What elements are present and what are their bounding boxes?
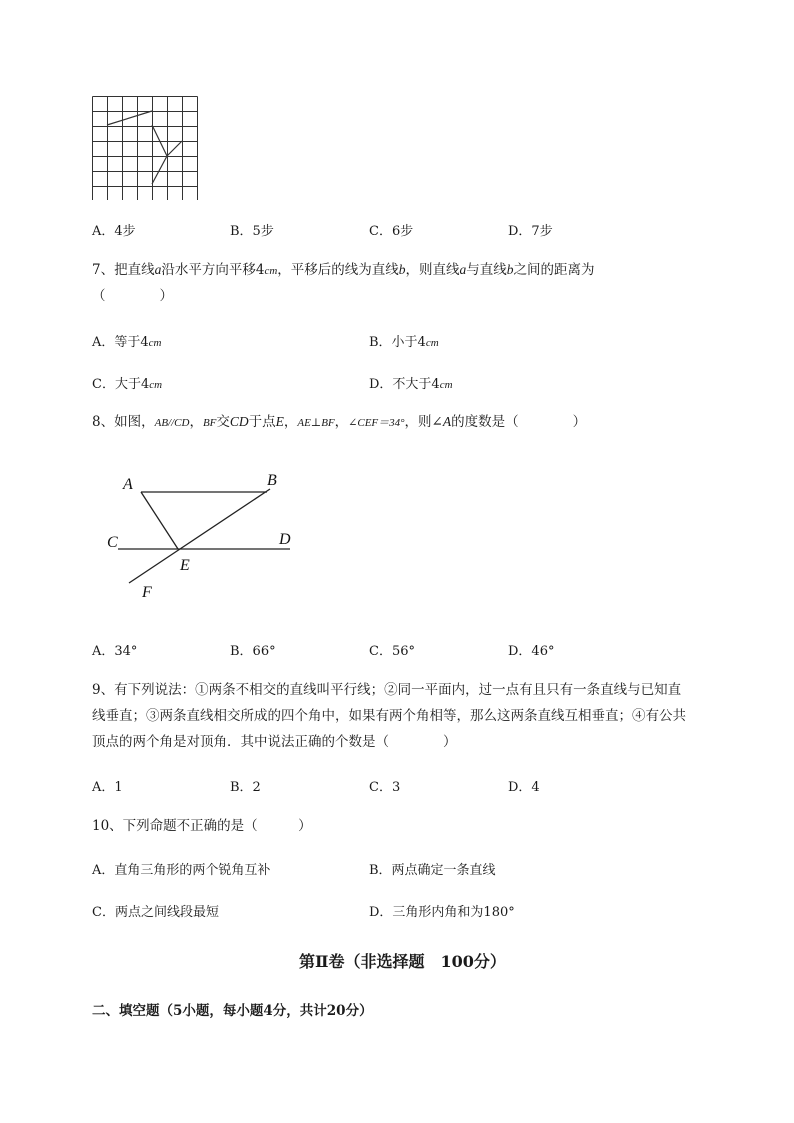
q9-stem-line-1: 9、有下列说法：①两条不相交的直线叫平行线；②同一平面内，过一点有且只有一条直线与已知直 (92, 682, 682, 698)
q10-option-a[interactable]: A．直角三角形的两个锐角互补 (92, 863, 271, 878)
q7-answer-blank: （ ） (92, 288, 173, 304)
q6-option-a[interactable]: A．4步 (92, 224, 136, 239)
label-f: F (142, 584, 152, 601)
grid-segment-4 (152, 156, 167, 184)
q9-option-a[interactable]: A．1 (92, 780, 123, 795)
q8-option-b[interactable]: B．66° (230, 644, 276, 659)
section-2-title: 第Ⅱ卷（非选择题 100分） (299, 952, 506, 971)
q9-stem-line-3: 顶点的两个角是对顶角．其中说法正确的个数是（ ） (92, 734, 457, 750)
q7-stem: 7、把直线a沿水平方向平移4cm，平移后的线为直线b，则直线a与直线b之间的距离为 (92, 262, 595, 278)
q8-geometry-figure (100, 465, 310, 605)
q7-option-d[interactable]: D．不大于4cm (369, 377, 453, 392)
q10-option-c[interactable]: C．两点之间线段最短 (92, 905, 219, 920)
q6-option-b[interactable]: B．5步 (230, 224, 274, 239)
line-ae (141, 492, 178, 549)
q7-option-c[interactable]: C．大于4cm (92, 377, 163, 392)
label-a: A (123, 476, 133, 493)
q9-stem-line-2: 线垂直；③两条直线相交所成的四个角中，如果有两个角相等，那么这两条直线互相垂直；④有公共 (92, 708, 686, 724)
grid-segment-2 (152, 125, 167, 156)
q8-option-a[interactable]: A．34° (92, 644, 138, 659)
q8-option-d[interactable]: D．46° (508, 644, 555, 659)
line-bf (129, 489, 270, 583)
q6-option-c[interactable]: C．6步 (369, 224, 414, 239)
grid-segment-1 (107, 111, 152, 125)
q9-option-c[interactable]: C．3 (369, 780, 401, 795)
section-2-subtitle: 二、填空题（5小题，每小题4分，共计20分） (92, 1003, 373, 1019)
q9-option-d[interactable]: D．4 (508, 780, 540, 795)
q8-stem: 8、如图，AB//CD，BF交CD于点E，AE⊥BF，∠CEF＝34°，则∠A的度数是（ ） (92, 414, 587, 430)
grid-segment-3 (167, 141, 182, 156)
q10-option-d[interactable]: D．三角形内角和为180° (369, 905, 515, 920)
label-c: C (107, 534, 118, 551)
q6-option-d[interactable]: D．7步 (508, 224, 553, 239)
q10-option-b[interactable]: B．两点确定一条直线 (369, 863, 496, 878)
q7-option-a[interactable]: A．等于4cm (92, 335, 162, 350)
label-d: D (279, 531, 291, 548)
q8-option-c[interactable]: C．56° (369, 644, 415, 659)
q10-stem: 10、下列命题不正确的是（ ） (92, 818, 312, 834)
q9-option-b[interactable]: B．2 (230, 780, 261, 795)
q7-option-b[interactable]: B．小于4cm (369, 335, 439, 350)
label-b: B (267, 472, 277, 489)
grid-figure (92, 96, 198, 200)
label-e: E (180, 557, 190, 574)
